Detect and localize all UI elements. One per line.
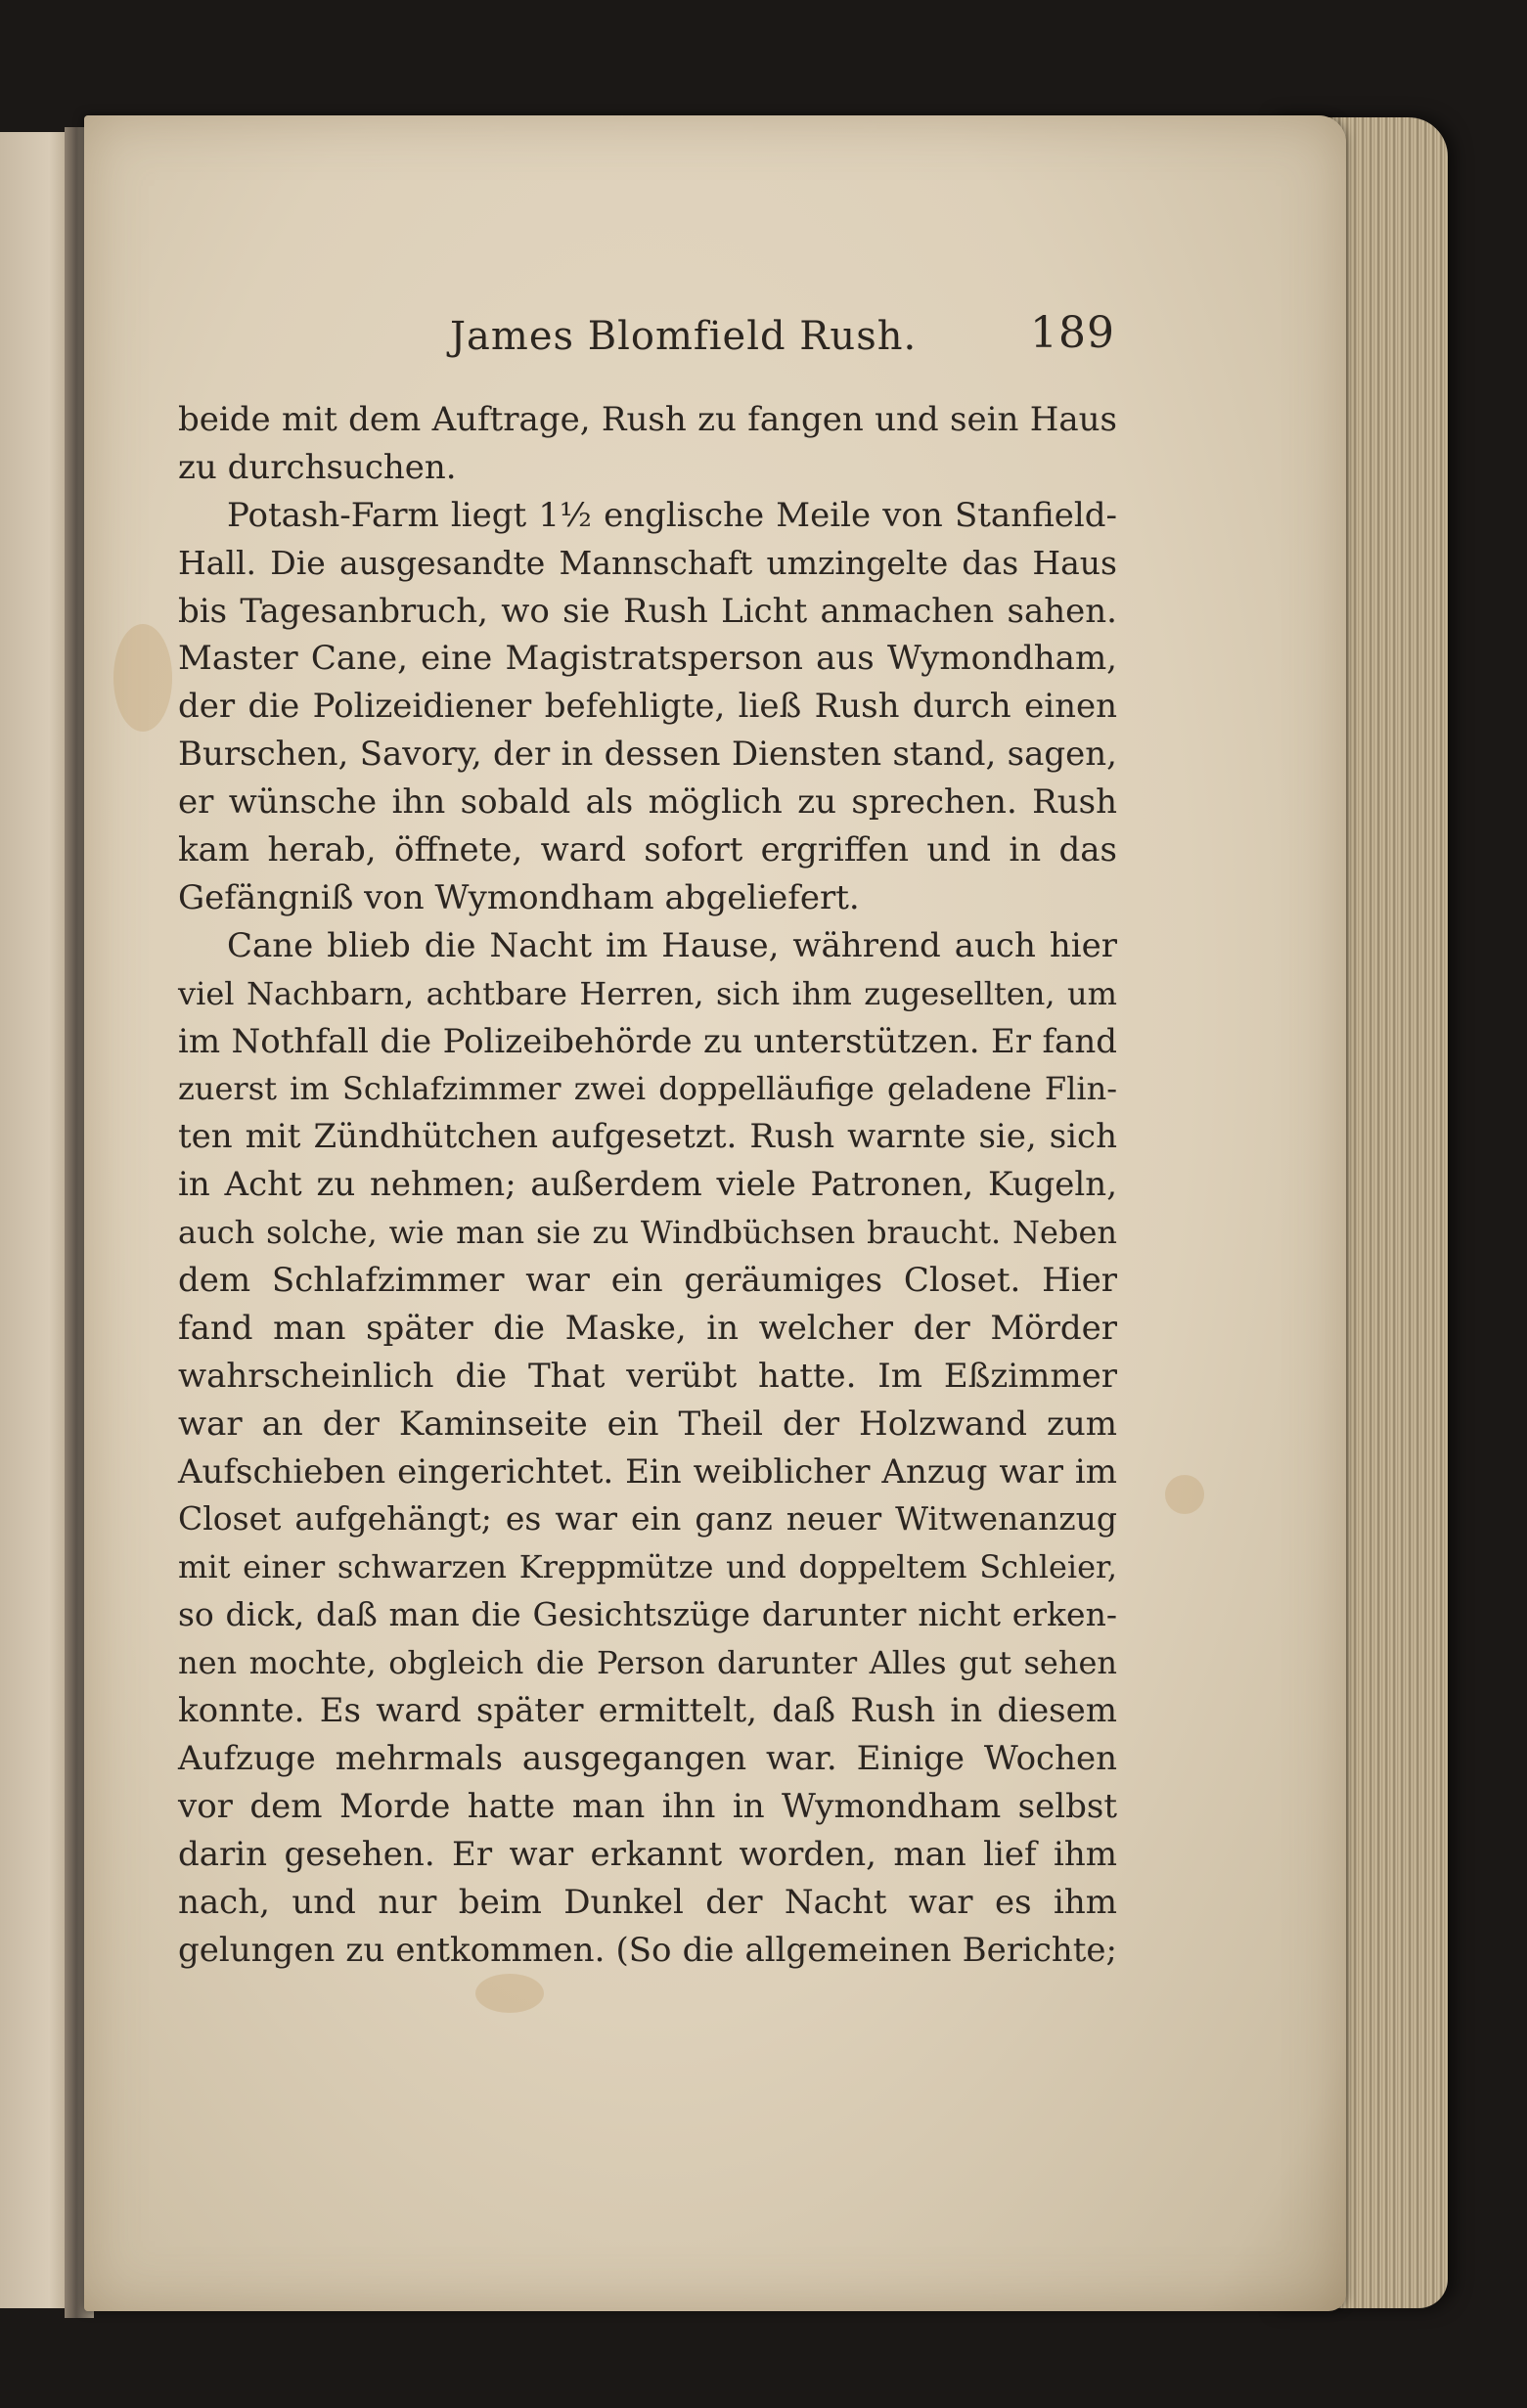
text-line: kam herab, öffnete, ward sofort ergriffen und in das (178, 830, 1117, 870)
text-line: mit einer schwarzen Kreppmütze und doppeltem Schleier, (178, 1548, 1117, 1586)
text-line: in Acht zu nehmen; außerdem viele Patronen, Kugeln, (178, 1165, 1117, 1205)
text-line: der die Polizeidiener befehligte, ließ Rush durch einen (178, 687, 1117, 727)
page-header (450, 308, 1115, 367)
text-line: Aufschieben eingerichtet. Ein weiblicher Anzug war im (178, 1451, 1117, 1492)
paper-stain (113, 624, 172, 732)
text-line: ten mit Zündhütchen aufgesetzt. Rush warnte sie, sich (178, 1117, 1117, 1157)
text-line: gelungen zu entkommen. (So die allgemeinen Berichte; (178, 1930, 1117, 1970)
text-line: auch solche, wie man sie zu Windbüchsen braucht. Neben (178, 1214, 1117, 1252)
text-line: nen mochte, obgleich die Person darunter Alles gut sehen (178, 1644, 1117, 1682)
text-line: fand man später die Maske, in welcher der Mörder (178, 1308, 1117, 1348)
text-line: darin gesehen. Er war erkannt worden, man lief ihm (178, 1834, 1117, 1874)
text-line: Master Cane, eine Magistratsperson aus Wymondham, (178, 639, 1117, 679)
running-title: James Blomfield Rush. (450, 314, 918, 359)
text-line: Potash-Farm liegt 1½ englische Meile von Stanfield- (227, 495, 1117, 535)
text-line: nach, und nur beim Dunkel der Nacht war es ihm (178, 1882, 1117, 1922)
text-line: zu durchsuchen. (178, 447, 457, 487)
text-line: wahrscheinlich die That verübt hatte. Im Eßzimmer (178, 1356, 1117, 1396)
page-number: 189 (1030, 308, 1115, 358)
text-line: Aufzuge mehrmals ausgegangen war. Einige Wochen (178, 1738, 1117, 1778)
text-line: Gefängniß von Wymondham abgeliefert. (178, 877, 860, 917)
text-line: Cane blieb die Nacht im Hause, während auch hier (227, 925, 1117, 965)
text-line: dem Schlafzimmer war ein geräumiges Closet. Hier (178, 1261, 1117, 1301)
text-line: bis Tagesanbruch, wo sie Rush Licht anmachen sahen. (178, 591, 1117, 631)
text-line: er wünsche ihn sobald als möglich zu sprechen. Rush (178, 782, 1117, 823)
text-line: beide mit dem Auftrage, Rush zu fangen und sein Haus (178, 400, 1117, 439)
text-line: zuerst im Schlafzimmer zwei doppelläufige geladene Flin- (178, 1070, 1117, 1108)
paper-stain (1165, 1475, 1204, 1514)
text-line: Closet aufgehängt; es war ein ganz neuer Witwenanzug (178, 1499, 1117, 1538)
text-line: im Nothfall die Polizeibehörde zu unterstützen. Er fand (178, 1021, 1117, 1061)
paper-stain (475, 1974, 544, 2013)
text-line: viel Nachbarn, achtbare Herren, sich ihm zugesellten, um (178, 974, 1117, 1012)
text-line: so dick, daß man die Gesichtszüge darunter nicht erken- (178, 1595, 1117, 1634)
text-line: Hall. Die ausgesandte Mannschaft umzingelte das Haus (178, 543, 1117, 582)
text-line: vor dem Morde hatte man ihn in Wymondham selbst (178, 1786, 1117, 1826)
text-line: konnte. Es ward später ermittelt, daß Rush in diesem (178, 1691, 1117, 1731)
text-line: war an der Kaminseite ein Theil der Holzwand zum (178, 1404, 1117, 1444)
left-page-edge (0, 132, 70, 2308)
text-line: Burschen, Savory, der in dessen Diensten stand, sagen, (178, 735, 1117, 775)
body-text (178, 396, 1117, 1974)
